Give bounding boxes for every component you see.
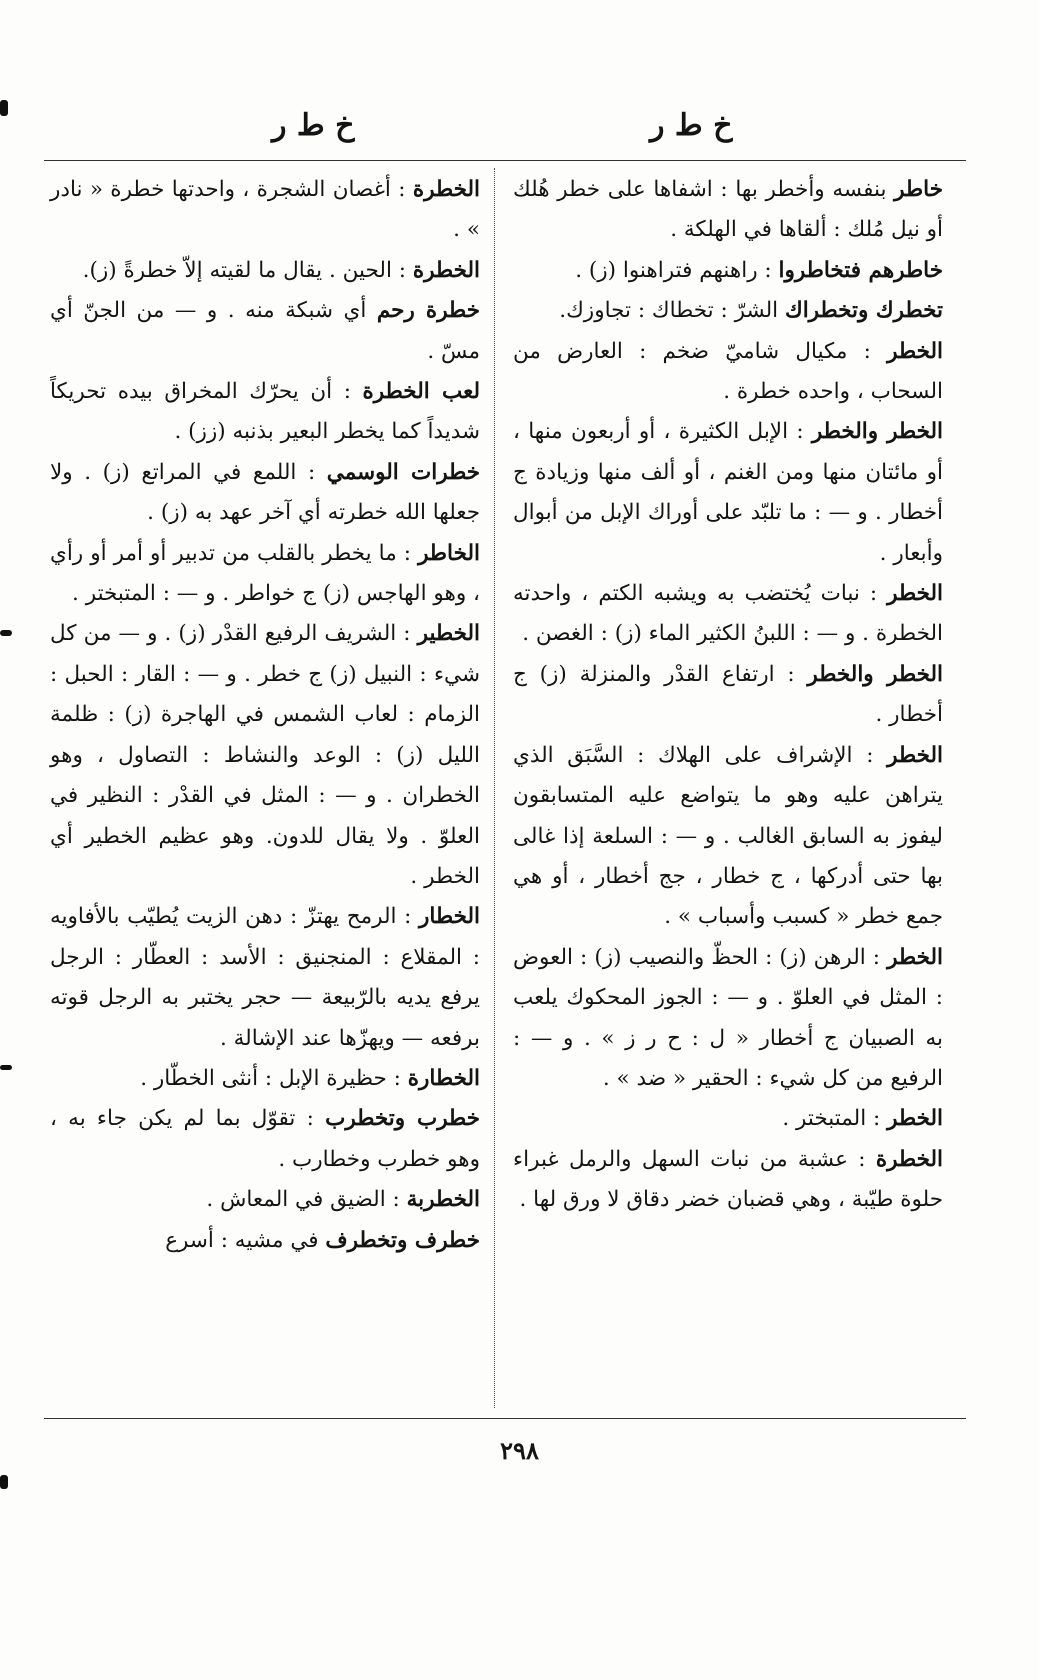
dictionary-entry — [50, 291, 480, 372]
entry-headword: الخطار — [419, 904, 480, 930]
left-column — [50, 170, 480, 1261]
entry-definition: : الرهن (ز) : الحظّ والنصيب (ز) : العوض : المثل في العلوّ . و — : الجوز المحكوك يلعب به الصبيان ج أخطار « ل : ح ر ز » . و — : الرفيع من كل شيء : الحقير « ضد » . — [513, 944, 943, 1091]
entry-headword: الخطارة — [407, 1065, 480, 1091]
dictionary-entry — [50, 170, 480, 251]
scan-edge-mark — [0, 100, 8, 116]
entry-definition: : راهنهم فتراهنوا (ز) . — [575, 257, 779, 283]
entry-headword: الخطر والخطر — [811, 419, 944, 445]
entry-definition: : أن يحرّك المخراق بيده تحريكاً شديداً كما يخطر البعير بذنبه (زز) . — [50, 379, 480, 445]
column-divider — [494, 168, 495, 1408]
entry-headword: خطرة رحم — [376, 298, 480, 324]
page-number: ٢٩٨ — [500, 1436, 539, 1465]
dictionary-entry — [513, 251, 943, 291]
entry-headword: خطرف وتخطرف — [325, 1227, 480, 1253]
entry-headword: خاطر — [894, 177, 943, 202]
entry-headword: الخاطر — [418, 540, 480, 566]
entry-definition: : الرمح يهتزّ : دهن الزيت يُطيّب بالأفاويه : المقلاع : المنجنيق : الأسد : العطّار : الرجل يرفع يديه بالرّبيعة — حجر يختبر به الرجل قوته برفعه — ويهزّها عند الإشالة . — [50, 904, 480, 1051]
footer-rule — [44, 1418, 966, 1419]
scan-edge-mark — [0, 1065, 12, 1070]
scan-edge-mark — [0, 630, 12, 636]
entry-headword: الخطرة — [412, 177, 480, 202]
entry-headword: الخطر — [887, 338, 943, 364]
dictionary-entry — [513, 1099, 943, 1139]
entry-definition: بنفسه وأخطر بها : اشفاها على خطر هُلك أو نيل مُلك : ألقاها في الهلكة . — [513, 177, 943, 243]
entry-definition: : عشبة من نبات السهل والرمل غبراء حلوة طيّبة ، وهي قضبان خضر دقاق لا ورق لها . — [513, 1146, 943, 1213]
entry-definition: : المتبختر . — [782, 1106, 888, 1132]
dictionary-entry — [513, 412, 943, 574]
entry-definition: في مشيه : أسرع — [165, 1227, 326, 1253]
scan-edge-mark — [0, 1475, 8, 1489]
dictionary-entry — [513, 1140, 943, 1221]
right-column — [513, 170, 943, 1221]
entry-definition: : مكيال شاميّ ضخم : العارض من السحاب ، واحده خطرة . — [513, 338, 943, 405]
dictionary-entry — [50, 372, 480, 453]
entry-headword: خطرات الوسمي — [326, 459, 480, 485]
entry-definition: : الإبل الكثيرة ، أو أربعون منها ، أو مائتان منها ومن الغنم ، أو ألف منها وزيادة ج أخطار . و — : ما تلبّد على أوراك الإبل من أبوال وأبعار . — [513, 419, 943, 566]
dictionary-entry — [50, 897, 480, 1059]
entry-headword: الخطير — [417, 621, 480, 647]
entry-headword: الخطر — [887, 742, 943, 768]
entry-headword: تخطرك وتخطراك — [784, 298, 943, 324]
dictionary-entry — [50, 534, 480, 615]
entry-definition: : اللمع في المراتع (ز) . ولا جعلها الله خطرته أي آخر عهد به (ز) . — [50, 459, 480, 526]
entry-headword: لعب الخطرة — [362, 379, 480, 405]
running-header-left: خ ط ر — [272, 108, 355, 143]
dictionary-entry — [50, 614, 480, 897]
dictionary-entry — [513, 938, 943, 1100]
dictionary-entry — [513, 574, 943, 655]
dictionary-entry — [50, 251, 480, 291]
entry-definition: : ارتفاع القدْر والمنزلة (ز) ج أخطار . — [513, 661, 943, 728]
dictionary-entry — [50, 1099, 480, 1180]
entry-definition: الشرّ : تخطاك : تجاوزك. — [559, 298, 785, 324]
entry-headword: خاطرهم فتخاطروا — [778, 257, 943, 283]
entry-headword: الخطر — [887, 581, 943, 607]
entry-definition: : ما يخطر بالقلب من تدبير أو أمر أو رأي ، وهو الهاجس (ز) ج خواطر . و — : المتبختر . — [50, 540, 480, 607]
entry-definition: : حظيرة الإبل : أنثى الخطّار . — [140, 1065, 408, 1091]
entry-headword: الخطرة — [412, 257, 480, 283]
entry-definition: أي شبكة منه . و — من الجنّ أي مسّ . — [50, 298, 480, 364]
dictionary-entry — [513, 291, 943, 331]
dictionary-entry — [513, 170, 943, 251]
dictionary-entry — [513, 736, 943, 938]
entry-definition: : الشريف الرفيع القدْر (ز) . و — من كل شيء : النبيل (ز) ج خطر . و — : القار : الحبل : الزمام : لعاب الشمس في الهاجرة (ز) : ظلمة الليل (ز) : الوعد والنشاط : التصاول ، وهو الخطران . و — : المثل في القدْر : النظير في العلوّ . ولا يقال للدون. وهو عظيم الخطير أي الخطر . — [50, 621, 480, 889]
dictionary-entry — [513, 655, 943, 736]
dictionary-entry — [50, 1059, 480, 1099]
entry-headword: الخطربة — [406, 1187, 480, 1213]
dictionary-entry — [50, 1180, 480, 1220]
running-header-right: خ ط ر — [650, 108, 733, 143]
dictionary-entry — [50, 1221, 480, 1261]
dictionary-entry — [50, 453, 480, 534]
dictionary-entry — [513, 332, 943, 413]
entry-definition: : الإشراف على الهلاك : السَّبَق الذي يتراهن عليه وهو ما يتواضع عليه المتسابقون ليفوز به السابق الغالب . و — : السلعة إذا غالى بها حتى أدركها ، ج خطار ، جج أخطار ، أو هي جمع خطر « كسبب وأسباب » . — [513, 742, 943, 930]
entry-definition: : نبات يُختضب به ويشبه الكتم ، واحدته الخطرة . و — : اللبنُ الكثير الماء (ز) : الغصن . — [513, 581, 943, 647]
entry-headword: الخطر — [887, 944, 943, 970]
header-rule — [44, 160, 966, 161]
entry-headword: الخطرة — [875, 1146, 943, 1172]
entry-headword: الخطر — [887, 1106, 943, 1132]
entry-definition: : الضيق في المعاش . — [206, 1187, 407, 1213]
entry-headword: خطرب وتخطرب — [325, 1106, 480, 1132]
entry-definition: : تقوّل بما لم يكن جاء به ، وهو خطرب وخطارب . — [50, 1106, 480, 1172]
entry-definition: : الحين . يقال ما لقيته إلاّ خطرةً (ز). — [82, 257, 413, 283]
entry-headword: الخطر والخطر — [807, 661, 944, 687]
entry-definition: : أغصان الشجرة ، واحدتها خطرة « نادر » . — [50, 177, 480, 243]
